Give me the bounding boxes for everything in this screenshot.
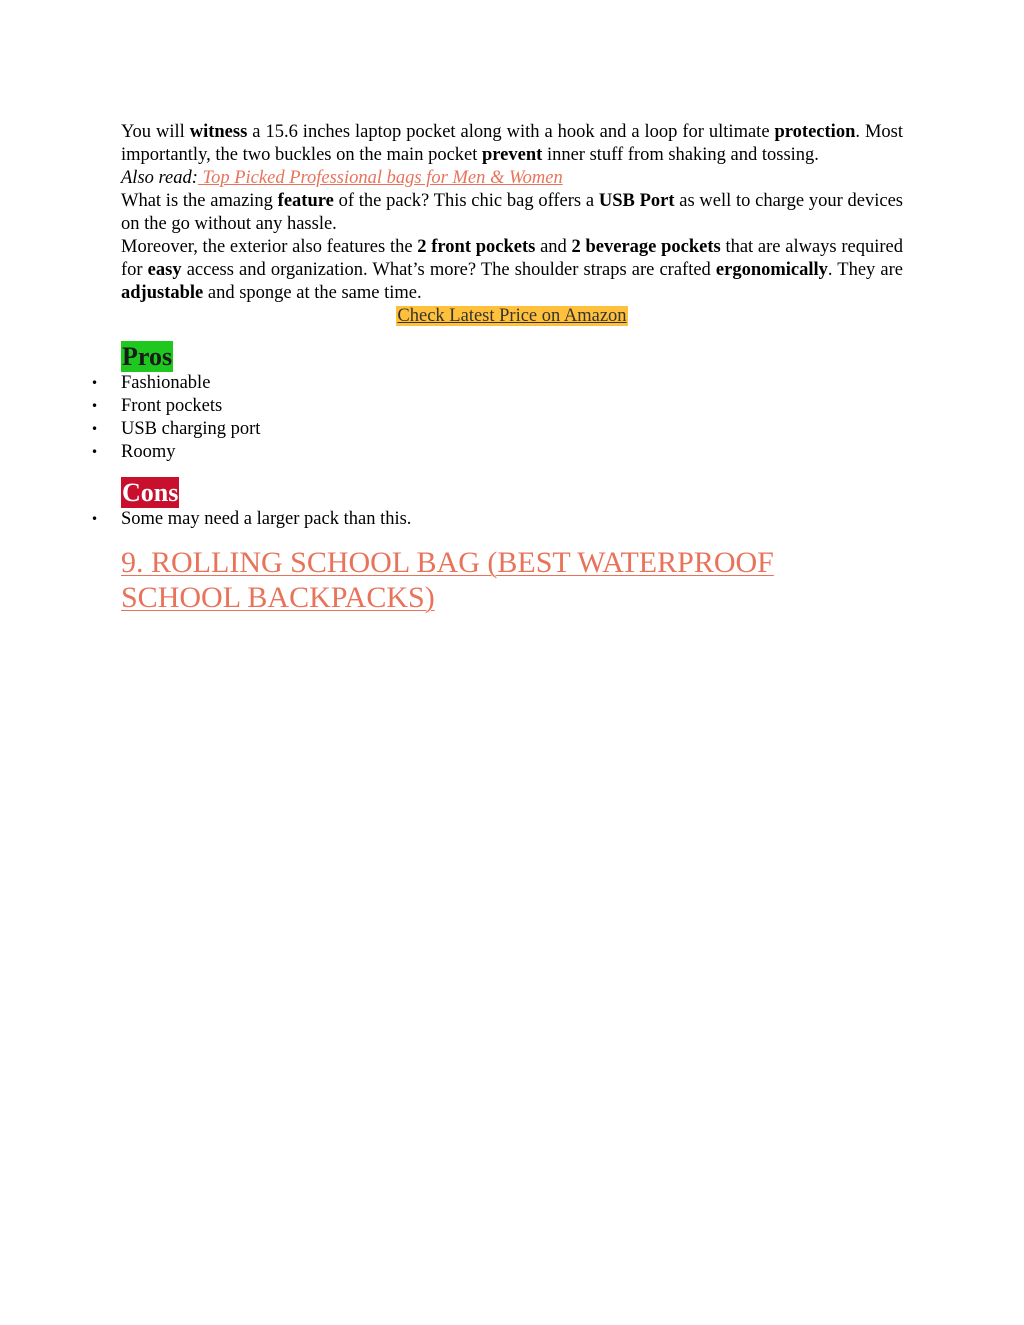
list-item-text: Fashionable xyxy=(121,373,211,393)
bold-text: 2 beverage pockets xyxy=(571,237,721,257)
text: and sponge at the same time. xyxy=(203,283,422,303)
list-item xyxy=(91,508,903,531)
bullet-icon: • xyxy=(91,512,99,526)
bold-text: 2 front pockets xyxy=(417,237,536,257)
text: a 15.6 inches laptop pocket along with a hook and a loop for ultimate xyxy=(247,122,775,142)
bullet-icon: • xyxy=(91,399,99,413)
cons-heading-wrap xyxy=(121,477,903,508)
paragraph-usb-port xyxy=(121,190,903,236)
list-item xyxy=(91,372,903,395)
text: inner stuff from shaking and tossing. xyxy=(542,145,819,165)
text: of the pack? This chic bag offers a xyxy=(333,191,599,211)
paragraph-exterior xyxy=(121,236,903,305)
list-item-text: Roomy xyxy=(121,442,176,462)
also-read-link[interactable]: Top Picked Professional bags for Men & Women xyxy=(197,168,563,188)
text: . Most importantly, the two buckles on the main pocket xyxy=(121,122,903,165)
bullet-icon: • xyxy=(91,445,99,459)
list-item xyxy=(91,418,903,441)
list-item-text: Some may need a larger pack than this. xyxy=(121,509,412,529)
cta-line xyxy=(121,305,903,328)
paragraph-laptop-pocket xyxy=(121,121,903,167)
list-item xyxy=(91,441,903,464)
text: that are always required for xyxy=(121,237,903,280)
text: You will xyxy=(121,122,190,142)
also-read-line xyxy=(121,167,903,190)
pros-heading-wrap xyxy=(121,341,903,372)
bold-text: witness xyxy=(189,122,248,142)
bold-text: prevent xyxy=(482,145,543,165)
cons-heading: Cons xyxy=(122,478,179,507)
check-price-amazon-link[interactable]: Check Latest Price on Amazon xyxy=(397,306,627,326)
list-item xyxy=(91,395,903,418)
section-heading-link[interactable]: 9. ROLLING SCHOOL BAG (BEST WATERPROOF SCHOOL BACKPACKS) xyxy=(121,546,774,614)
text: . They are xyxy=(827,260,903,280)
document-page xyxy=(91,121,904,615)
bold-text: feature xyxy=(277,191,334,211)
pros-heading: Pros xyxy=(122,342,173,371)
text: What is the amazing xyxy=(121,191,278,211)
text: as well to charge your devices on the go without any hassle. xyxy=(121,191,904,234)
list-item-text: Front pockets xyxy=(121,396,223,416)
text: access and organization. What’s more? The shoulder straps are crafted xyxy=(181,260,716,280)
bullet-icon: • xyxy=(91,422,99,436)
bold-text: adjustable xyxy=(121,283,204,303)
pros-list xyxy=(91,372,903,464)
bold-text: USB Port xyxy=(598,191,675,211)
bold-text: ergonomically xyxy=(715,260,828,280)
bold-text: protection xyxy=(774,122,856,142)
bold-text: easy xyxy=(147,260,182,280)
text: and xyxy=(535,237,572,257)
cons-list xyxy=(91,508,903,531)
also-read-label: Also read: xyxy=(121,168,198,188)
text: Moreover, the exterior also features the xyxy=(121,237,418,257)
list-item-text: USB charging port xyxy=(121,419,261,439)
bullet-icon: • xyxy=(91,376,99,390)
